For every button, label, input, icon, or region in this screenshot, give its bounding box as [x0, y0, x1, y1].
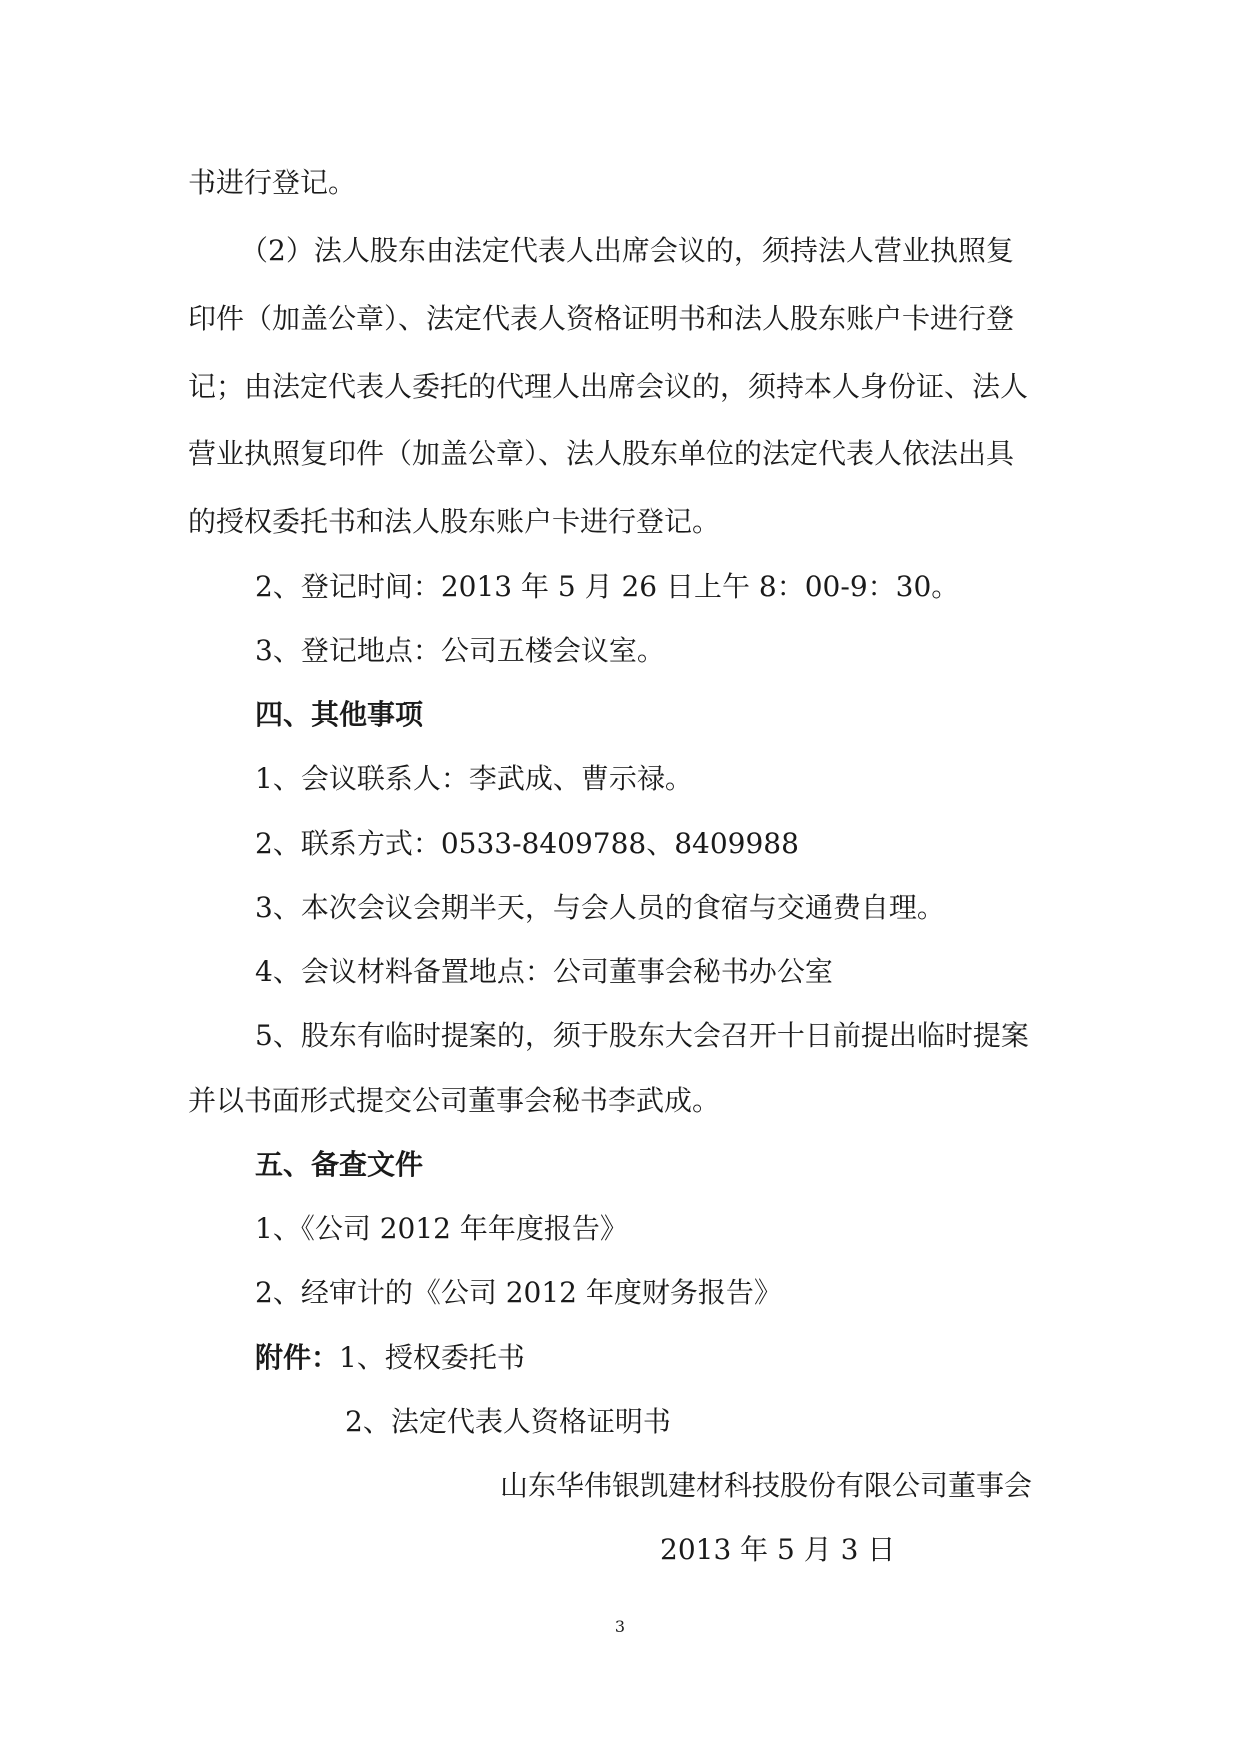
text-line: 2、联系方式：0533-8409788、8409988	[255, 827, 799, 860]
text-line: 4、会议材料备置地点：公司董事会秘书办公室	[255, 955, 833, 988]
text-line: 记；由法定代表人委托的代理人出席会议的，须持本人身份证、法人	[188, 370, 1029, 403]
text-line: 的授权委托书和法人股东账户卡进行登记。	[188, 505, 721, 538]
text-line: 1、《公司 2012 年年度报告》	[255, 1212, 628, 1245]
text-line: 1、会议联系人：李武成、曹示禄。	[255, 762, 693, 795]
attachments-label: 附件：	[255, 1341, 340, 1374]
attachment-item: 2、法定代表人资格证明书	[345, 1405, 671, 1438]
text-line: 2、登记时间：2013 年 5 月 26 日上午 8：00-9：30。	[255, 570, 960, 603]
section-heading: 五、备查文件	[255, 1148, 424, 1181]
text-line: 5、股东有临时提案的，须于股东大会召开十日前提出临时提案	[255, 1019, 1029, 1052]
section-heading: 四、其他事项	[255, 698, 424, 731]
text-line: 3、登记地点：公司五楼会议室。	[255, 634, 665, 667]
attachments-line	[0, 1338, 1240, 1378]
signature-date: 2013 年 5 月 3 日	[660, 1533, 896, 1566]
text-line: 并以书面形式提交公司董事会秘书李武成。	[188, 1084, 721, 1117]
text-line: 营业执照复印件（加盖公章）、法人股东单位的法定代表人依法出具	[188, 437, 1015, 470]
text-line: 3、本次会议会期半天，与会人员的食宿与交通费自理。	[255, 891, 945, 924]
page-number: 3	[614, 1617, 626, 1636]
text-line: 印件（加盖公章）、法定代表人资格证明书和法人股东账户卡进行登	[188, 302, 1015, 335]
signature-org: 山东华伟银凯建材科技股份有限公司董事会	[500, 1469, 1033, 1502]
attachment-item: 1、授权委托书	[339, 1341, 525, 1374]
text-line: （2）法人股东由法定代表人出席会议的，须持法人营业执照复	[240, 234, 1014, 267]
text-line: 书进行登记。	[188, 166, 357, 199]
text-line: 2、经审计的《公司 2012 年度财务报告》	[255, 1276, 782, 1309]
